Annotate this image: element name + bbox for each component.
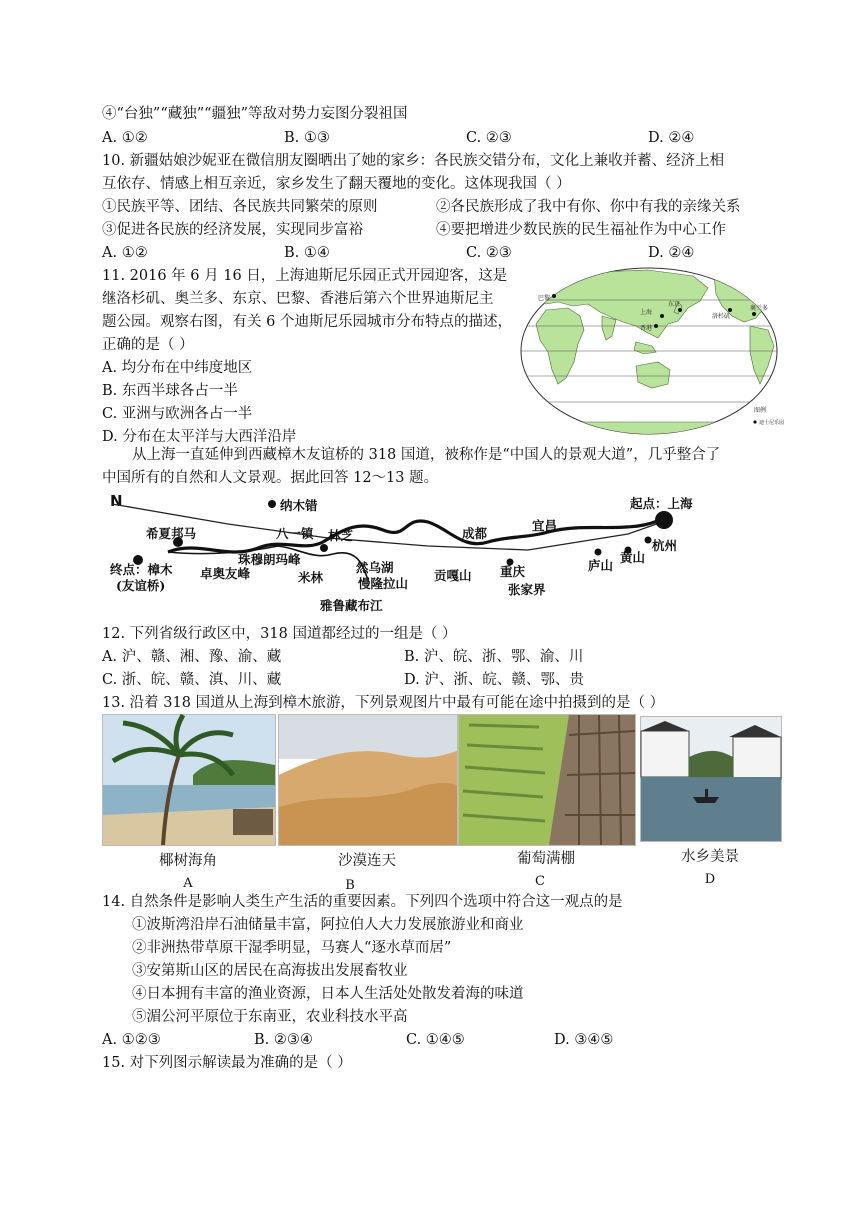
photo-d-water-town: [640, 716, 782, 842]
q11-stem-line2: 继洛杉矶、奥兰多、东京、巴黎、香港后第六个世界迪斯尼主: [102, 291, 494, 307]
q14-statement-5: ⑤湄公河平原位于东南亚，农业科技水平高: [132, 1009, 408, 1025]
label-chongqing: 重庆: [500, 564, 526, 579]
park-marker-hongkong: [654, 324, 658, 328]
boatman: [705, 789, 708, 798]
map-label-paris: 巴黎: [538, 295, 551, 302]
trees: [689, 751, 733, 779]
house-left: [641, 731, 689, 777]
park-marker-shanghai: [660, 314, 664, 318]
q14-statement-3: ③安第斯山区的居民在高海拔出发展畜牧业: [132, 963, 408, 979]
route-map-svg: [108, 490, 708, 614]
letter-a: A: [183, 876, 193, 891]
label-milin: 米林: [298, 570, 324, 585]
route-318-line: [168, 518, 664, 552]
q11-option-d: D. 分布在太平洋与大西洋沿岸: [102, 429, 297, 445]
map-label-shanghai: 上海: [640, 309, 653, 316]
dot-hangzhou: [645, 537, 652, 544]
photo-a-palm-beach: [102, 714, 276, 846]
q12-option-b: B. 沪、皖、浙、鄂、渝、川: [404, 649, 584, 665]
q9-option-c: C. ②③: [466, 130, 512, 146]
map-label-tokyo: 东京: [668, 301, 681, 308]
q12-option-c: C. 浙、皖、赣、滇、川、藏: [102, 672, 282, 688]
q10-option-a: A. ①②: [102, 245, 148, 261]
label-zhangjiajie: 张家界: [508, 582, 546, 597]
q13-stem: 13. 沿着 318 国道从上海到樟木旅游，下列景观图片中最有可能在途中拍摄到的是（ ）: [102, 695, 665, 711]
q14-statement-2: ②非洲热带草原干湿季明显，马赛人“逐水草而居”: [132, 940, 452, 956]
label-lushan: 庐山: [588, 558, 614, 573]
dot-linzhi: [320, 544, 328, 552]
q9-option-b: B. ①③: [284, 130, 330, 146]
caption-b: 沙漠连天: [338, 853, 396, 869]
intro-line2: 中国所有的自然和人文景观。据此回答 12～13 题。: [102, 470, 439, 486]
label-start-shanghai: 起点：上海: [630, 496, 693, 511]
q9-option-a: A. ①②: [102, 130, 148, 146]
canal-water: [641, 777, 781, 841]
q14-option-b: B. ②③④: [254, 1032, 313, 1048]
caption-a: 椰树海角: [159, 853, 217, 869]
label-ranwu: 然乌湖: [356, 560, 394, 575]
map-label-orlando: 奥兰多: [750, 305, 769, 312]
antarctica-shape: [518, 422, 780, 436]
q10-statement-1: ①民族平等、团结、各民族共同繁荣的原则: [102, 199, 378, 215]
label-everest: 珠穆朗玛峰: [238, 552, 301, 567]
dot-shanghai: [655, 511, 673, 529]
world-map-figure: [518, 266, 785, 436]
q14-stem: 14. 自然条件是影响人类生产生活的重要因素。下列四个选项中符合这一观点的是: [102, 894, 623, 910]
photo-c-svg: [459, 715, 635, 845]
q11-option-a: A. 均分布在中纬度地区: [102, 360, 253, 376]
q14-options: [102, 1029, 822, 1052]
q9-statement-4: ④“台独”“藏独”“疆独”等敌对势力妄图分裂祖国: [102, 106, 408, 122]
q9-options: [102, 127, 822, 150]
label-namucuo: 纳木错: [280, 498, 318, 513]
intro-line1: 从上海一直延伸到西藏樟木友谊桥的 318 国道，被称作是“中国人的景观大道”，几乎整合了: [132, 447, 721, 463]
q11-option-b: B. 东西半球各占一半: [102, 383, 238, 399]
letter-b: B: [345, 878, 355, 893]
map-legend-title: 图例: [754, 407, 767, 414]
q10-statement-3: ③促进各民族的经济发展，实现同步富裕: [102, 222, 363, 238]
q10-statement-2: ②各民族形成了我中有你、你中有我的亲缘关系: [436, 199, 741, 215]
photo-c-grapes: [458, 714, 636, 846]
label-chengdu: 成都: [462, 526, 488, 541]
label-endpoint: 终点：樟木: [110, 562, 173, 577]
label-manglong: 慢隆拉山: [358, 576, 409, 591]
map-legend-item: 迪士尼乐园: [759, 420, 785, 426]
park-marker-orlando: [752, 312, 756, 316]
label-yarlung: 雅鲁藏布江: [320, 598, 383, 613]
q9-option-d: D. ②④: [648, 130, 695, 146]
q12-option-a: A. 沪、赣、湘、豫、渝、藏: [102, 649, 282, 665]
dot-lushan: [595, 549, 602, 556]
label-hangzhou: 杭州: [652, 538, 678, 553]
label-yichang: 宜昌: [532, 518, 558, 533]
label-xixiabangma: 希夏邦马: [146, 526, 197, 541]
dot-namucuo: [268, 500, 276, 508]
label-bayizhen: 八一镇: [276, 526, 314, 541]
park-marker-tokyo: [678, 308, 682, 312]
label-zhuoaoyou: 卓奥友峰: [200, 566, 251, 581]
q14-option-c: C. ①④⑤: [406, 1032, 465, 1048]
letter-c: C: [535, 874, 545, 889]
photo-b-svg: [279, 715, 457, 845]
q10-option-c: C. ②③: [466, 245, 512, 261]
q11-stem-line3: 题公园。观察右图，有关 6 个迪斯尼乐园城市分布特点的描述，: [102, 314, 512, 330]
photo-a-svg: [103, 715, 275, 845]
route-318-map: [108, 490, 708, 614]
q10-stem-line1: 10. 新疆姑娘沙妮亚在微信朋友圈晒出了她的家乡：各民族交错分布，文化上兼收并蓄、经济上相: [102, 153, 725, 169]
q12-stem: 12. 下列省级行政区中，318 国道都经过的一组是（ ）: [102, 626, 457, 642]
q14-option-d: D. ③④⑤: [554, 1032, 614, 1048]
letter-d: D: [704, 872, 716, 887]
world-map-svg: [518, 266, 785, 436]
q14-statement-1: ①波斯湾沿岸石油储量丰富，阿拉伯人大力发展旅游业和商业: [132, 917, 524, 933]
q14-statement-4: ④日本拥有丰富的渔业资源，日本人生活处处散发着海的味道: [132, 986, 524, 1002]
q11-stem-line4: 正确的是（ ）: [102, 337, 194, 353]
q10-statement-4: ④要把增进少数民族的民生福祉作为中心工作: [436, 222, 726, 238]
q10-stem-line2: 互依存、情感上相互亲近，家乡发生了翻天覆地的变化。这体现我国（ ）: [102, 176, 571, 192]
q10-options: [102, 242, 822, 265]
north-arrow-label: N: [110, 492, 123, 510]
map-legend-marker: [753, 420, 756, 423]
photo-b-desert: [278, 714, 458, 846]
q11-stem-line1: 11. 2016 年 6 月 16 日，上海迪斯尼乐园正式开园迎客，这是: [102, 268, 508, 284]
q11-option-c: C. 亚洲与欧洲各占一半: [102, 406, 253, 422]
q10-option-d: D. ②④: [648, 245, 695, 261]
park-marker-la: [728, 308, 732, 312]
photo-d-svg: [641, 717, 781, 841]
label-huangshan: 黄山: [620, 550, 646, 565]
map-label-la: 洛杉矶: [712, 313, 731, 320]
label-friendship-bridge: (友谊桥): [116, 578, 166, 593]
q12-option-d: D. 沪、浙、皖、赣、鄂、贵: [404, 672, 584, 688]
house-right: [733, 737, 781, 779]
label-linzhi: 林芝: [328, 528, 354, 543]
q14-option-a: A. ①②③: [102, 1032, 161, 1048]
park-marker-paris: [552, 294, 556, 298]
hut: [233, 809, 273, 835]
caption-c: 葡萄满棚: [517, 851, 575, 867]
q10-option-b: B. ①④: [284, 245, 330, 261]
label-gongga: 贡嘎山: [434, 568, 472, 583]
caption-d: 水乡美景: [681, 849, 739, 865]
map-label-hongkong: 香港: [640, 325, 653, 332]
q15-stem: 15. 对下列图示解读最为准确的是（ ）: [102, 1055, 352, 1071]
